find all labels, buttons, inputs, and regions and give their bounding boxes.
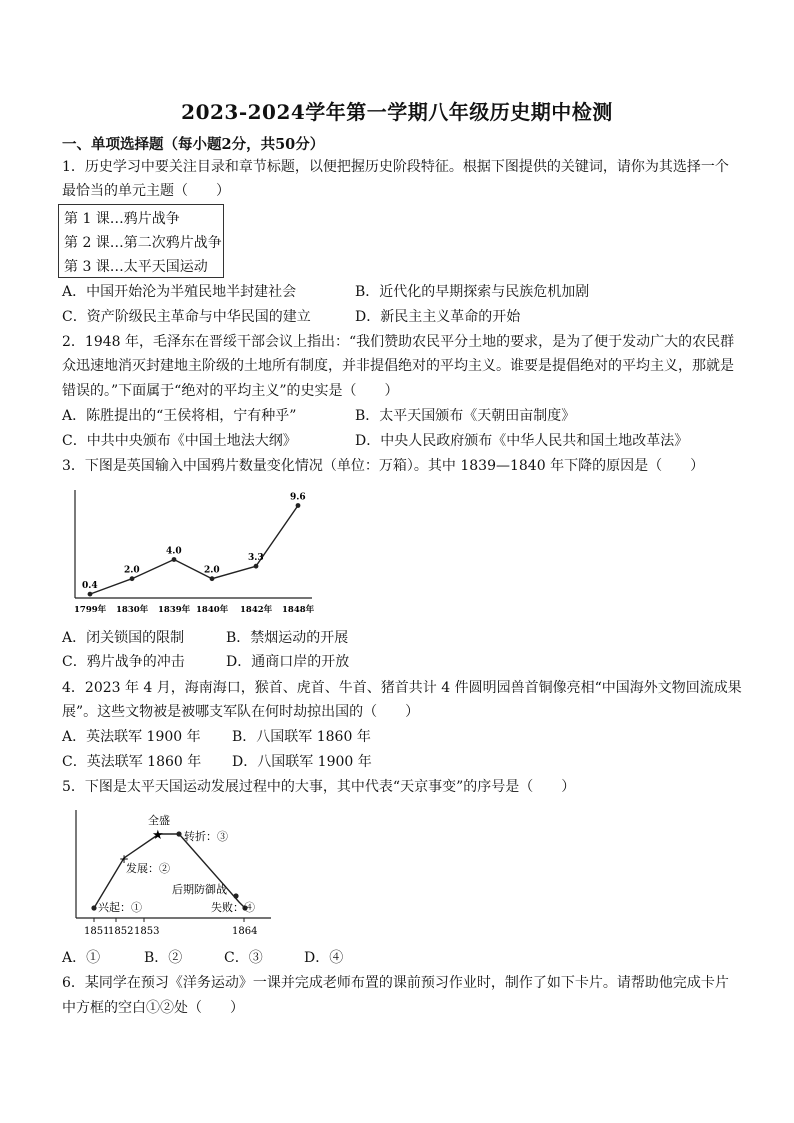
toc-item-1: 第 1 课…鸦片战争 bbox=[64, 211, 180, 227]
toc-item-2: 第 2 课…第二次鸦片战争 bbox=[64, 235, 222, 251]
q1-option-a[interactable]: A．中国开始沦为半殖民地半封建社会 bbox=[62, 284, 297, 300]
x-tick-label-0: 1799年 bbox=[74, 605, 107, 615]
label-develop: 发展：② bbox=[126, 862, 170, 875]
x-tick-label-2: 1839年 bbox=[158, 605, 191, 615]
label-late: 后期防御战 bbox=[172, 883, 227, 896]
data-point-4 bbox=[254, 564, 259, 569]
data-label-2: 4.0 bbox=[166, 546, 182, 557]
q5-stem: 5．下图是太平天国运动发展过程中的大事，其中代表“天京事变”的序号是（ ） bbox=[62, 779, 576, 795]
data-label-0: 0.4 bbox=[82, 581, 98, 592]
label-peak: 全盛 bbox=[148, 814, 170, 827]
q2-option-b[interactable]: B．太平天国颁布《天朝田亩制度》 bbox=[355, 408, 576, 424]
q3-option-a[interactable]: A．闭关锁国的限制 bbox=[62, 630, 185, 646]
q3-option-b[interactable]: B．禁烟运动的开展 bbox=[226, 630, 349, 646]
opium-import-chart bbox=[66, 484, 326, 618]
q1-option-d[interactable]: D．新民主主义革命的开始 bbox=[355, 309, 521, 325]
year-1864: 1864 bbox=[232, 926, 258, 937]
series-line bbox=[90, 506, 298, 595]
q2-stem-line3: 错误的。”下面属于“绝对的平均主义”的史实是（ ） bbox=[62, 383, 399, 399]
q2-option-d[interactable]: D．中央人民政府颁布《中华人民共和国土地改革法》 bbox=[355, 433, 689, 449]
x-tick-label-1: 1830年 bbox=[116, 605, 149, 615]
data-point-1 bbox=[130, 576, 135, 581]
q5-option-b[interactable]: B．② bbox=[144, 950, 183, 966]
q1-stem-line2: 最恰当的单元主题（ ） bbox=[62, 183, 230, 199]
q2-option-c[interactable]: C．中共中央颁布《中国土地法大纲》 bbox=[62, 433, 297, 449]
year-1851: 1851 bbox=[84, 926, 110, 937]
x-tick-label-5: 1848年 bbox=[282, 605, 315, 615]
section-heading: 一、单项选择题（每小题2分，共50分） bbox=[62, 136, 325, 153]
q4-stem-line1: 4．2023 年 4 月，海南海口，猴首、虎首、牛首、猪首共计 4 件圆明园兽首铜像亮相“中国海外文物回流成果 bbox=[62, 680, 742, 696]
q1-table-of-contents bbox=[58, 204, 224, 278]
q4-option-c[interactable]: C．英法联军 1860 年 bbox=[62, 754, 202, 770]
q5-option-c[interactable]: C．③ bbox=[224, 950, 263, 966]
q1-option-b[interactable]: B．近代化的早期探索与民族危机加剧 bbox=[355, 284, 590, 300]
page-title: 2023-2024学年第一学期八年级历史期中检测 bbox=[181, 100, 613, 124]
q5-option-a[interactable]: A．① bbox=[62, 950, 101, 966]
label-turn: 转折：③ bbox=[184, 830, 228, 843]
q3-option-d[interactable]: D．通商口岸的开放 bbox=[226, 654, 350, 670]
q3-option-c[interactable]: C．鸦片战争的冲击 bbox=[62, 654, 185, 670]
data-point-2 bbox=[172, 557, 177, 562]
data-label-4: 3.3 bbox=[248, 553, 264, 564]
data-label-3: 2.0 bbox=[204, 565, 220, 576]
x-tick-label-4: 1842年 bbox=[240, 605, 273, 615]
data-point-3 bbox=[210, 576, 215, 581]
taiping-timeline-diagram bbox=[66, 806, 286, 942]
point-late bbox=[233, 893, 238, 898]
point-rise bbox=[91, 905, 96, 910]
q2-stem-line1: 2．1948 年，毛泽东在晋绥干部会议上指出：“我们赞助农民平分土地的要求，是为了便于发动广大的农民群 bbox=[62, 334, 735, 350]
peak-star-icon: ★ bbox=[152, 828, 164, 843]
data-label-5: 9.6 bbox=[290, 492, 306, 503]
label-rise: 兴起：① bbox=[98, 901, 142, 914]
q1-stem-line1: 1．历史学习中要关注目录和章节标题，以便把握历史阶段特征。根据下图提供的关键词，请你为其选择一个 bbox=[62, 159, 729, 175]
q2-option-a[interactable]: A．陈胜提出的“王侯将相，宁有种乎” bbox=[62, 408, 297, 424]
q4-option-a[interactable]: A．英法联军 1900 年 bbox=[62, 729, 201, 745]
x-tick-label-3: 1840年 bbox=[196, 605, 229, 615]
plus-mark: + bbox=[119, 852, 130, 866]
data-point-0 bbox=[88, 592, 93, 597]
q2-stem-line2: 众迅速地消灭封建地主阶级的土地所有制度，并非提倡绝对的平均主义。谁要是提倡绝对的平均主义，那就是 bbox=[62, 358, 734, 374]
q3-stem: 3．下图是英国输入中国鸦片数量变化情况（单位：万箱）。其中 1839—1840 年下降的原因是（ ） bbox=[62, 458, 705, 474]
q6-stem-line1: 6．某同学在预习《洋务运动》一课并完成老师布置的课前预习作业时，制作了如下卡片。请帮助他完成卡片 bbox=[62, 975, 729, 991]
data-label-1: 2.0 bbox=[124, 565, 140, 576]
q4-option-d[interactable]: D．八国联军 1900 年 bbox=[232, 754, 372, 770]
q6-stem-line2: 中方框的空白①②处（ ） bbox=[62, 1000, 244, 1016]
toc-item-3: 第 3 课…太平天国运动 bbox=[64, 259, 208, 275]
year-1852: 1852 bbox=[108, 926, 134, 937]
q1-option-c[interactable]: C．资产阶级民主革命与中华民国的建立 bbox=[62, 309, 311, 325]
year-1853: 1853 bbox=[134, 926, 160, 937]
q5-option-d[interactable]: D．④ bbox=[304, 950, 344, 966]
q4-option-b[interactable]: B．八国联军 1860 年 bbox=[232, 729, 371, 745]
q4-stem-line2: 展”。这些文物被是被哪支军队在何时劫掠出国的（ ） bbox=[62, 704, 420, 720]
point-turn bbox=[176, 831, 181, 836]
label-fail: 失败：④ bbox=[211, 901, 255, 914]
data-point-5 bbox=[296, 503, 301, 508]
